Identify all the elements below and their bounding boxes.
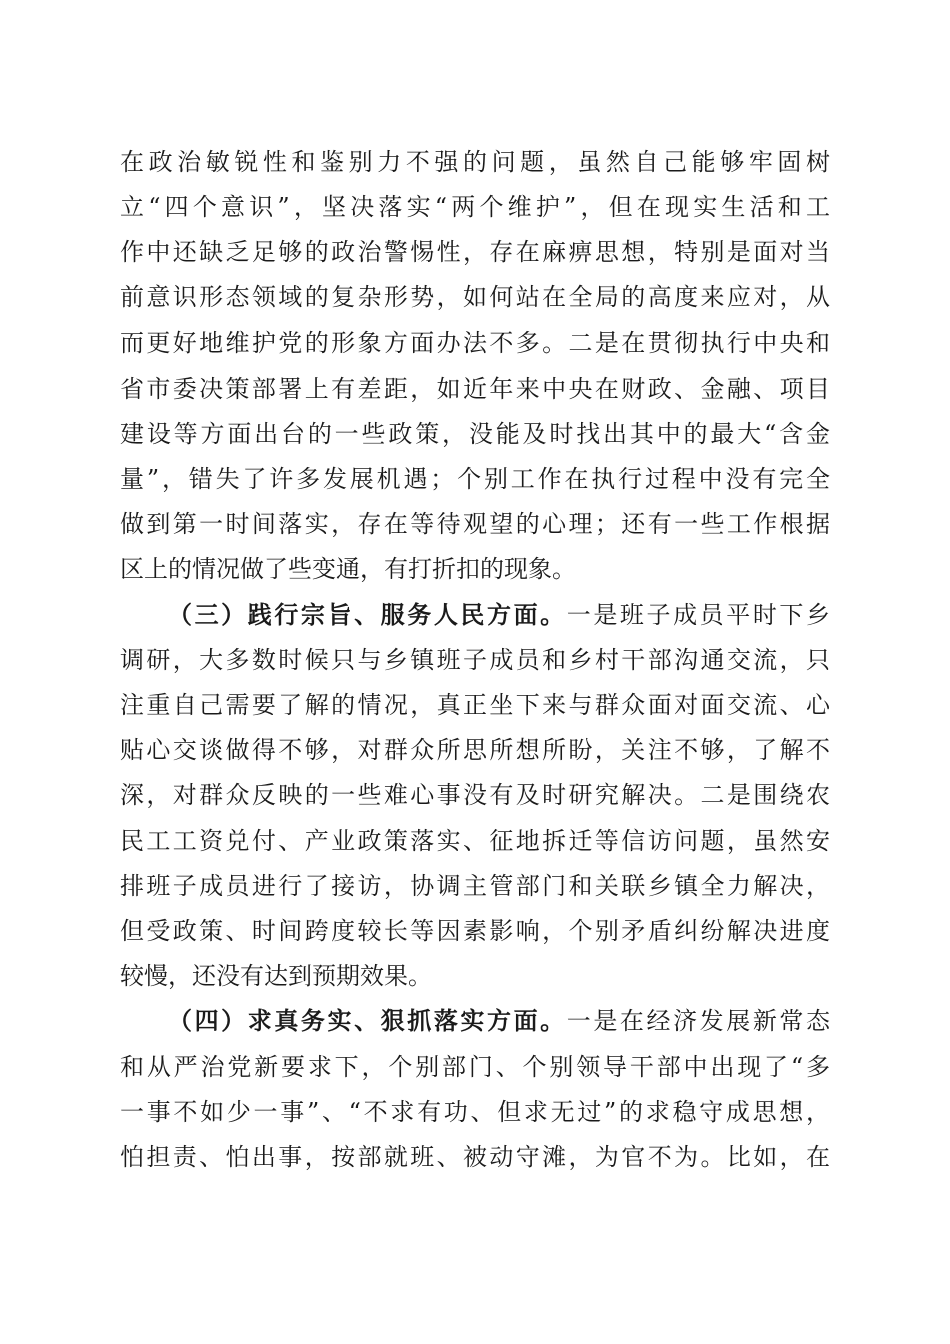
body-text-line: 深，对群众反映的一些难心事没有及时研究解决。二是围绕农 (120, 781, 830, 809)
body-text-line: 和从严治党新要求下，个别部门、个别领导干部中出现了“多 (120, 1053, 830, 1081)
body-text-line: 排班子成员进行了接访，协调主管部门和关联乡镇全力解决， (120, 872, 830, 900)
body-text-line: 作中还缺乏足够的政治警惕性，存在麻痹思想，特别是面对当 (120, 238, 830, 266)
body-text-line: 量”，错失了许多发展机遇；个别工作在执行过程中没有完全 (120, 465, 830, 493)
section-heading: （四）求真务实、狠抓落实方面。 (168, 1006, 567, 1035)
section-first-line (168, 597, 830, 633)
body-text-line: 立“四个意识”，坚决落实“两个维护”，但在现实生活和工 (120, 193, 830, 221)
section-first-line (168, 1003, 830, 1039)
body-text-line: 但受政策、时间跨度较长等因素影响，个别矛盾纠纷解决进度 (120, 917, 830, 945)
body-text-line: 一事不如少一事”、“不求有功、但求无过”的求稳守成思想， (120, 1098, 830, 1126)
body-text-line: 较慢，还没有达到预期效果。 (120, 962, 432, 990)
body-text-line: 区上的情况做了些变通，有打折扣的现象。 (120, 555, 576, 583)
body-text-line: 省市委决策部署上有差距，如近年来中央在财政、金融、项目 (120, 375, 830, 403)
body-text-line: 民工工资兑付、产业政策落实、征地拆迁等信访问题，虽然安 (120, 827, 830, 855)
section-heading: （三）践行宗旨、服务人民方面。 (168, 600, 567, 629)
body-text-line: 建设等方面出台的一些政策，没能及时找出其中的最大“含金 (120, 420, 830, 448)
body-text-line: 贴心交谈做得不够，对群众所思所想所盼，关注不够，了解不 (120, 736, 830, 764)
body-text-line: 前意识形态领域的复杂形势，如何站在全局的高度来应对，从 (120, 283, 830, 311)
body-text-line: 做到第一时间落实，存在等待观望的心理；还有一些工作根据 (120, 510, 830, 538)
section-first-line-text: 一是在经济发展新常态 (566, 1007, 830, 1035)
body-text-line: 调研，大多数时候只与乡镇班子成员和乡村干部沟通交流，只 (120, 646, 830, 674)
body-text-line: 而更好地维护党的形象方面办法不多。二是在贯彻执行中央和 (120, 329, 830, 357)
body-text-line: 注重自己需要了解的情况，真正坐下来与群众面对面交流、心 (120, 691, 830, 719)
section-first-line-text: 一是班子成员平时下乡 (566, 601, 830, 629)
body-text-line: 在政治敏锐性和鉴别力不强的问题，虽然自己能够牢固树 (120, 148, 830, 176)
body-text-line: 怕担责、怕出事，按部就班、被动守滩，为官不为。比如，在 (120, 1143, 830, 1171)
